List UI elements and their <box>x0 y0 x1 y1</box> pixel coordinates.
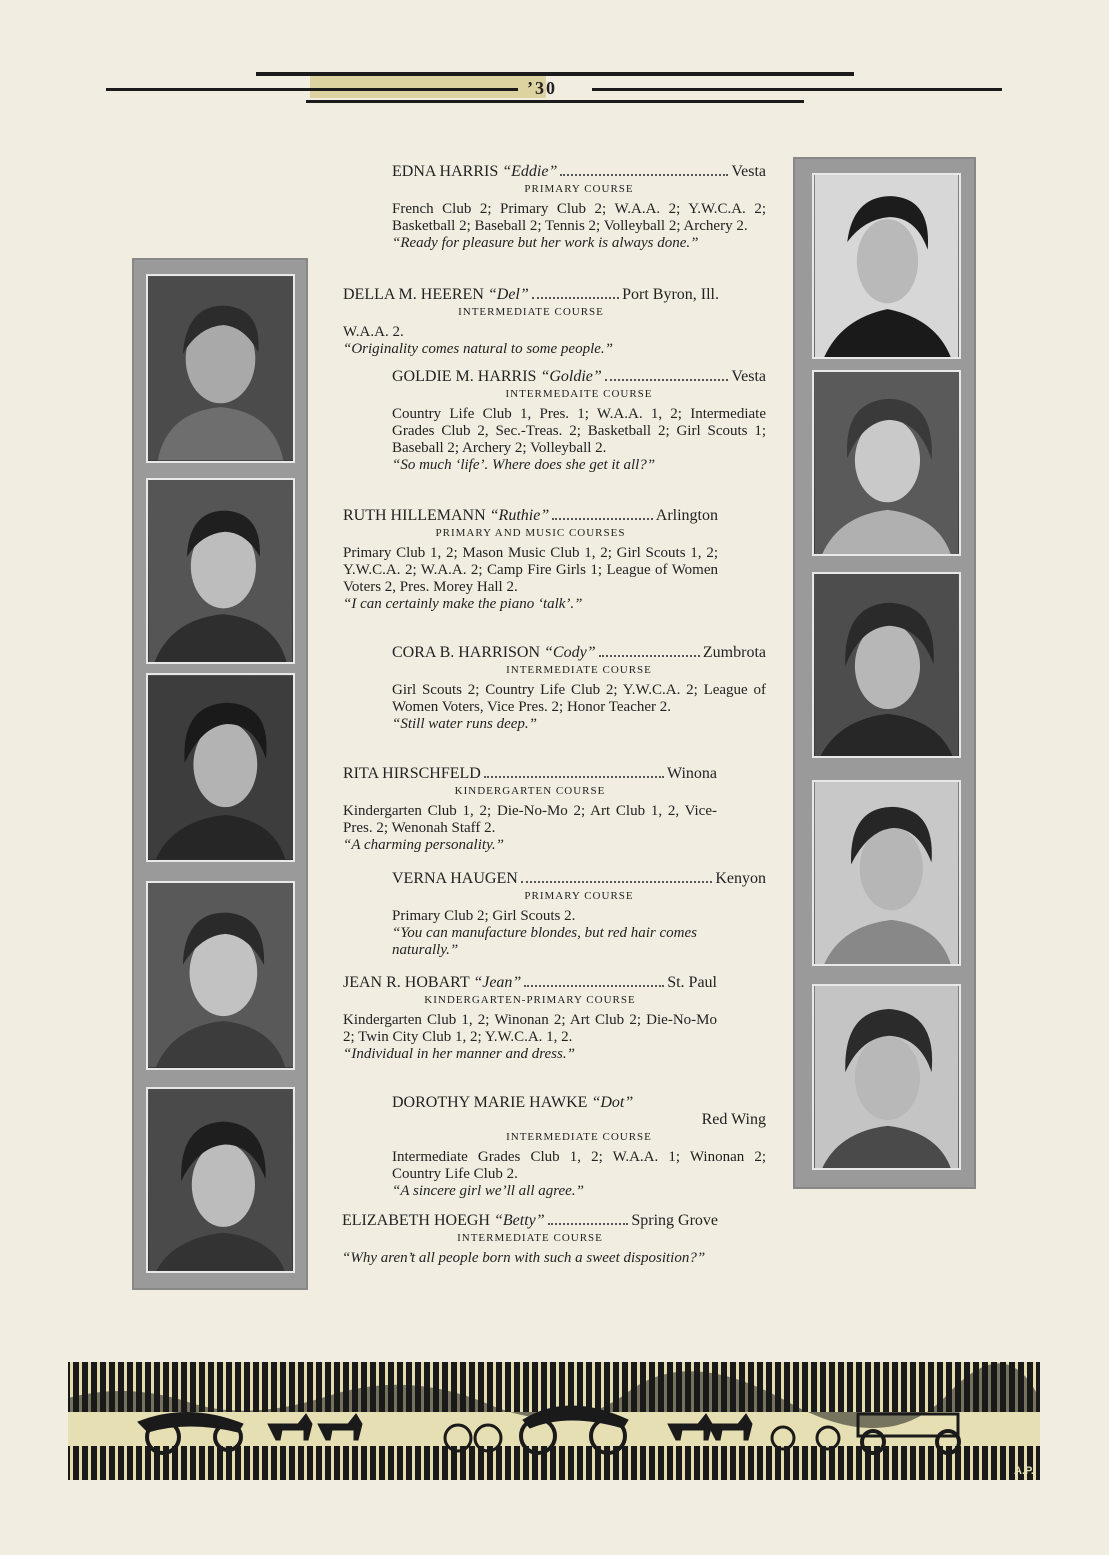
name-line <box>343 765 717 782</box>
student-quote: “Why aren’t all people born with such a sweet disposition?” <box>342 1250 706 1266</box>
student-nickname: “Jean” <box>473 974 522 991</box>
student-hometown: Spring Grove <box>631 1212 718 1229</box>
student-course: PRIMARY COURSE <box>524 183 634 195</box>
student-nickname: “Del” <box>487 286 529 303</box>
student-activities: French Club 2; Primary Club 2; W.A.A. 2; Y.W.C.A. 2; Basketball 2; Baseball 2; Tennis 2; Volleyball 2; Archery 2. <box>392 201 766 234</box>
student-hometown: Zumbrota <box>702 644 766 661</box>
leader-dots <box>524 985 664 987</box>
student-entry <box>392 368 766 474</box>
student-name: ELIZABETH HOEGH <box>342 1212 490 1229</box>
student-activities: Intermediate Grades Club 1, 2; W.A.A. 1; Winonan 2; Country Life Club 2. <box>392 1149 766 1182</box>
student-entry <box>342 1212 718 1267</box>
header-tint-band <box>310 76 546 98</box>
student-name: VERNA HAUGEN <box>392 870 518 887</box>
student-quote: “I can certainly make the piano ‘talk’.” <box>343 596 583 612</box>
student-course: PRIMARY COURSE <box>524 890 634 902</box>
student-activities: Kindergarten Club 1, 2; Winonan 2; Art Club 2; Die-No-Mo 2; Twin City Club 1, 2; Y.W.C.A. 1, 2. <box>343 1012 717 1045</box>
student-activities: W.A.A. 2. <box>343 324 404 340</box>
name-line <box>392 870 766 887</box>
name-line <box>343 974 717 991</box>
student-entry <box>392 1094 766 1200</box>
student-hometown: Port Byron, Ill. <box>622 286 719 303</box>
student-nickname: “Ruthie” <box>489 507 550 524</box>
leader-dots <box>605 379 729 381</box>
portrait-photo <box>812 984 961 1170</box>
student-name: DOROTHY MARIE HAWKE <box>392 1094 588 1111</box>
portrait-photo <box>812 370 961 556</box>
portrait-photo <box>812 780 961 966</box>
student-course: KINDERGARTEN COURSE <box>454 785 606 797</box>
student-nickname: “Goldie” <box>540 368 602 385</box>
student-quote: “Individual in her manner and dress.” <box>343 1046 575 1062</box>
student-entry <box>343 286 719 358</box>
name-line <box>342 1212 718 1229</box>
student-nickname: “Cody” <box>544 644 596 661</box>
student-hometown: Vesta <box>731 163 766 180</box>
header-rule-bottom <box>306 100 804 103</box>
student-name: GOLDIE M. HARRIS <box>392 368 537 385</box>
vehicle-parade-illustration <box>68 1362 1040 1480</box>
student-activities: Kindergarten Club 1, 2; Die-No-Mo 2; Art Club 1, 2, Vice-Pres. 2; Wenonah Staff 2. <box>343 803 717 836</box>
name-line <box>392 1094 766 1111</box>
student-course: INTERMEDIATE COURSE <box>457 1232 603 1244</box>
portrait-photo <box>812 572 961 758</box>
student-hometown: Winona <box>666 765 717 782</box>
student-hometown: St. Paul <box>667 974 717 991</box>
portrait-photo <box>146 881 295 1070</box>
header-rule-top <box>256 72 854 76</box>
student-quote: “Originality comes natural to some people.” <box>343 341 613 357</box>
student-name: DELLA M. HEEREN <box>343 286 484 303</box>
student-course: PRIMARY AND MUSIC COURSES <box>435 527 626 539</box>
student-hometown: Arlington <box>655 507 718 524</box>
portrait-photo <box>146 478 295 664</box>
student-course: INTERMEDAITE COURSE <box>505 388 653 400</box>
student-name: RUTH HILLEMANN <box>343 507 486 524</box>
leader-dots <box>548 1223 629 1225</box>
student-quote: “Ready for pleasure but her work is always done.” <box>392 235 699 251</box>
student-entry <box>343 974 717 1063</box>
student-activities: Country Life Club 1, Pres. 1; W.A.A. 1, 2; Intermediate Grades Club 2, Sec.-Treas. 2; Basketball 2; Girl Scouts 1; Baseball 2; Archery 2; Volleyball 2. <box>392 406 766 456</box>
student-course: KINDERGARTEN-PRIMARY COURSE <box>424 994 636 1006</box>
student-entry <box>343 507 718 613</box>
leader-dots <box>560 174 728 176</box>
student-nickname: “Dot” <box>591 1094 634 1111</box>
student-hometown: Red Wing <box>701 1111 766 1128</box>
student-course: INTERMEDIATE COURSE <box>506 664 652 676</box>
student-activities: Primary Club 1, 2; Mason Music Club 1, 2; Girl Scouts 1, 2; Y.W.C.A. 2; W.A.A. 2; Camp Fire Girls 1; League of Women Voters 2, Pres. Morey Hall 2. <box>343 545 718 595</box>
student-quote: “You can manufacture blondes, but red hair comes naturally.” <box>392 925 697 958</box>
student-entry <box>392 870 766 959</box>
student-nickname: “Betty” <box>493 1212 545 1229</box>
portrait-photo <box>146 1087 295 1273</box>
student-quote: “So much ‘life’. Where does she get it all?” <box>392 457 656 473</box>
student-name: JEAN R. HOBART <box>343 974 470 991</box>
name-line <box>343 507 718 524</box>
student-name: RITA HIRSCHFELD <box>343 765 481 782</box>
student-hometown: Kenyon <box>715 870 766 887</box>
student-course: INTERMEDIATE COURSE <box>506 1131 652 1143</box>
portrait-photo <box>146 274 295 463</box>
header-rule-left <box>106 88 518 91</box>
student-quote: “Still water runs deep.” <box>392 716 538 732</box>
name-line <box>392 163 766 180</box>
header-rule-right <box>592 88 1002 91</box>
student-activities: Primary Club 2; Girl Scouts 2. <box>392 908 576 924</box>
student-quote: “A charming personality.” <box>343 837 504 853</box>
student-hometown: Vesta <box>731 368 766 385</box>
portrait-photo <box>812 173 961 359</box>
artist-signature: A.P. <box>1014 1465 1034 1477</box>
student-course: INTERMEDIATE COURSE <box>458 306 604 318</box>
leader-dots <box>599 655 700 657</box>
student-entry <box>392 644 766 733</box>
student-name: EDNA HARRIS <box>392 163 499 180</box>
leader-dots <box>521 881 713 883</box>
page-header <box>0 0 1109 110</box>
student-entry <box>343 765 717 854</box>
student-entry <box>392 163 766 252</box>
footer-banner <box>68 1362 1040 1480</box>
name-line <box>392 368 766 385</box>
leader-dots <box>532 297 619 299</box>
leader-dots <box>552 518 653 520</box>
name-line <box>343 286 719 303</box>
student-activities: Girl Scouts 2; Country Life Club 2; Y.W.C.A. 2; League of Women Voters, Vice Pres. 2; Honor Teacher 2. <box>392 682 766 715</box>
leader-dots <box>484 776 664 778</box>
student-nickname: “Eddie” <box>502 163 558 180</box>
student-quote: “A sincere girl we’ll all agree.” <box>392 1183 584 1199</box>
student-name: CORA B. HARRISON <box>392 644 541 661</box>
portrait-photo <box>146 673 295 862</box>
name-line <box>392 644 766 661</box>
year-label: ’30 <box>527 78 557 98</box>
